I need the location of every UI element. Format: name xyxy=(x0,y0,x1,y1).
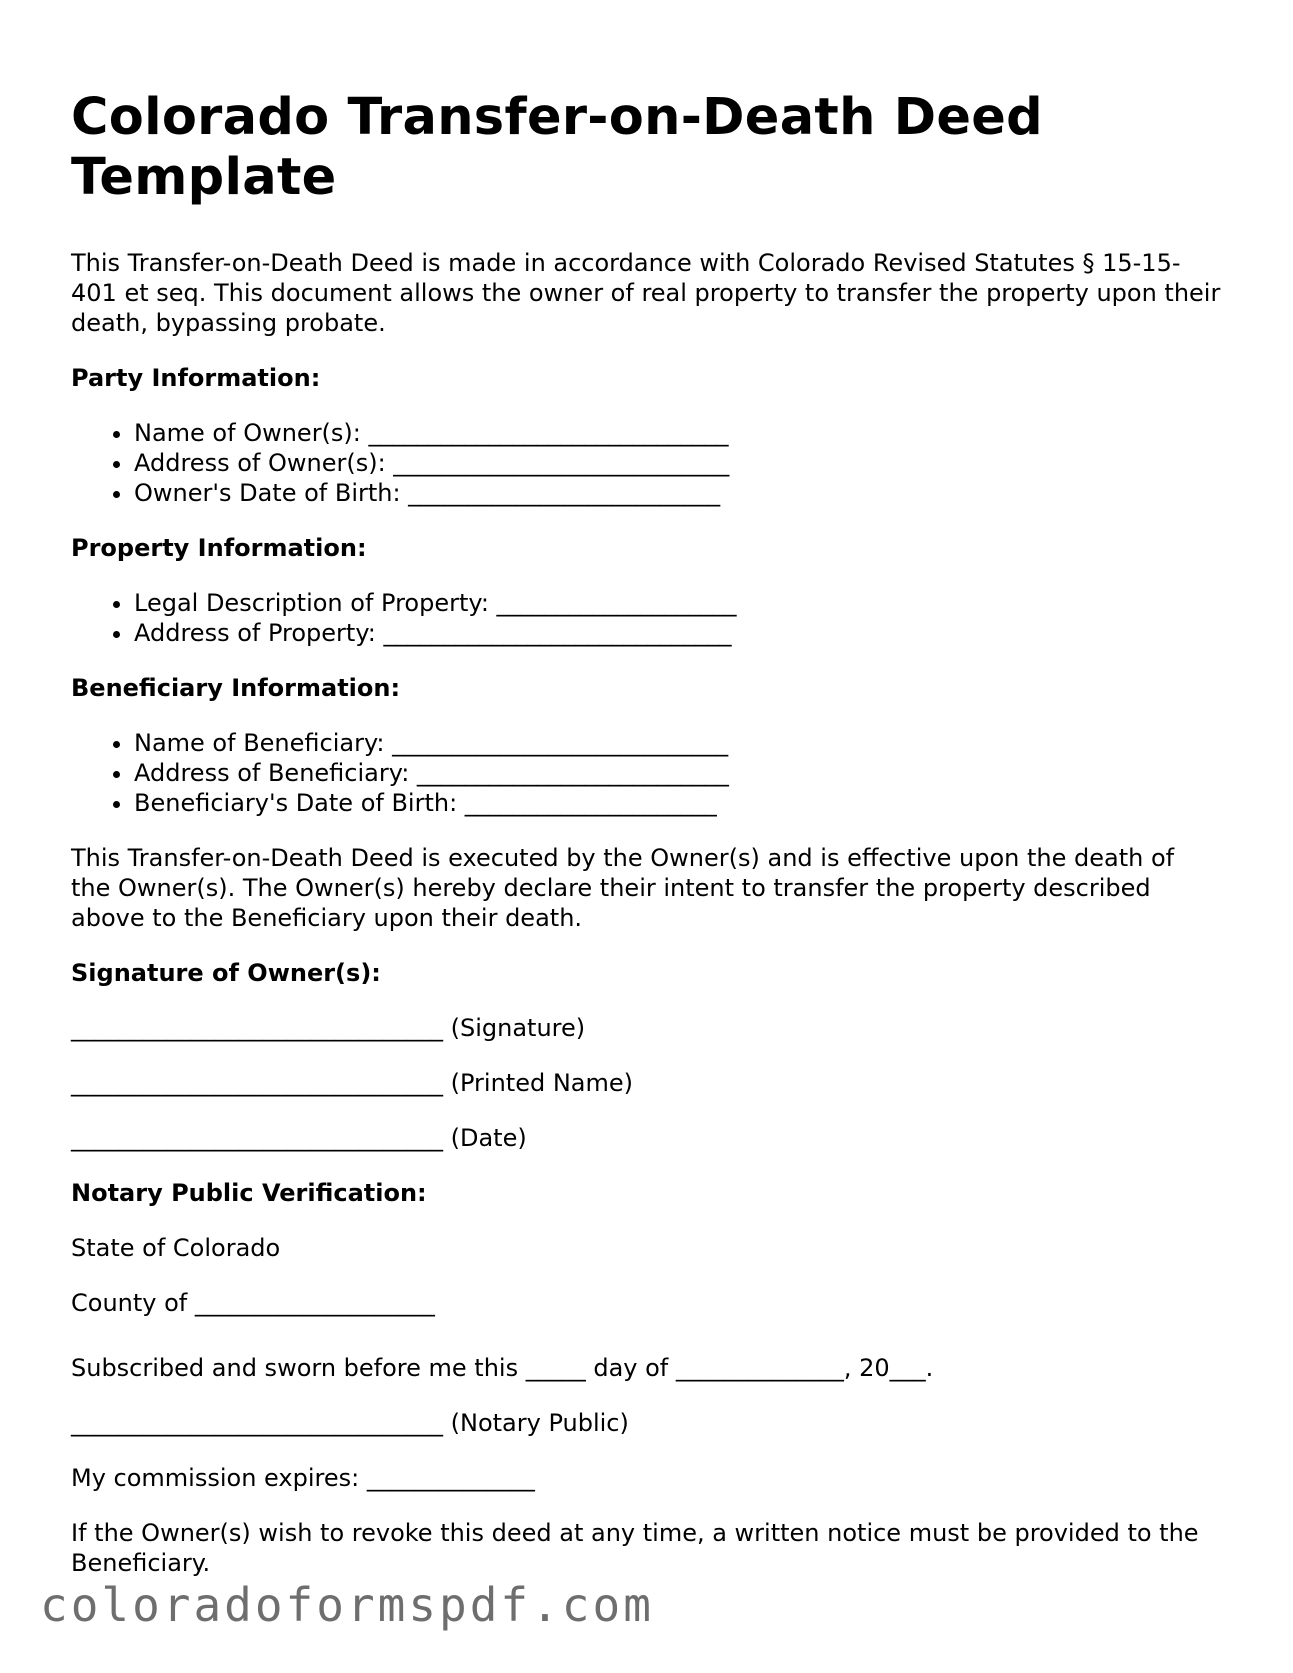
document-page xyxy=(71,88,1221,1603)
notary-state: State of Colorado xyxy=(71,1234,281,1262)
beneficiary-heading: Beneficiary Information: xyxy=(71,674,401,702)
beneficiary-list xyxy=(71,728,1221,818)
date-line: _______________________________ (Date) xyxy=(71,1124,527,1152)
property-address-field: • Address of Property: _____________________________ xyxy=(134,618,1221,648)
notary-public-line: _______________________________ (Notary Public) xyxy=(71,1409,629,1437)
commission-expires-line: My commission expires: ______________ xyxy=(71,1464,535,1492)
watermark-logo: coloradoformspdf.com xyxy=(40,1578,654,1632)
property-list xyxy=(71,588,1221,648)
execution-paragraph: This Transfer-on-Death Deed is executed by the Owner(s) and is effective upon the death of the Owner(s). The Owner(s) hereby declare their intent to transfer the property described above to the Beneficiary upon their death. xyxy=(71,844,1175,932)
notary-county: County of ____________________ xyxy=(71,1289,435,1317)
owner-name-field: • Name of Owner(s): ______________________________ xyxy=(134,418,1221,448)
notary-sworn-statement: Subscribed and sworn before me this _____ day of ______________, 20___. xyxy=(71,1354,934,1382)
revocation-paragraph: If the Owner(s) wish to revoke this deed at any time, a written notice must be provided to the Beneficiary. xyxy=(71,1519,1199,1577)
legal-description-field: • Legal Description of Property: ____________________ xyxy=(134,588,1221,618)
owner-address-field: • Address of Owner(s): ____________________________ xyxy=(134,448,1221,478)
beneficiary-address-field: • Address of Beneficiary: __________________________ xyxy=(134,758,1221,788)
intro-paragraph: This Transfer-on-Death Deed is made in accordance with Colorado Revised Statutes § 15-15-401 et seq. This document allows the owner of real property to transfer the property upon their death, bypassing probate. xyxy=(71,249,1221,337)
document-title: Colorado Transfer-on-Death Deed Template xyxy=(71,88,1043,207)
signature-heading: Signature of Owner(s): xyxy=(71,959,381,987)
owner-dob-field: • Owner's Date of Birth: __________________________ xyxy=(134,478,1221,508)
notary-heading: Notary Public Verification: xyxy=(71,1179,427,1207)
party-heading: Party Information: xyxy=(71,364,321,392)
party-list xyxy=(71,418,1221,508)
property-heading: Property Information: xyxy=(71,534,367,562)
beneficiary-dob-field: • Beneficiary's Date of Birth: _____________________ xyxy=(134,788,1221,818)
signature-line: _______________________________ (Signature) xyxy=(71,1014,586,1042)
printed-name-line: _______________________________ (Printed Name) xyxy=(71,1069,633,1097)
beneficiary-name-field: • Name of Beneficiary: ____________________________ xyxy=(134,728,1221,758)
